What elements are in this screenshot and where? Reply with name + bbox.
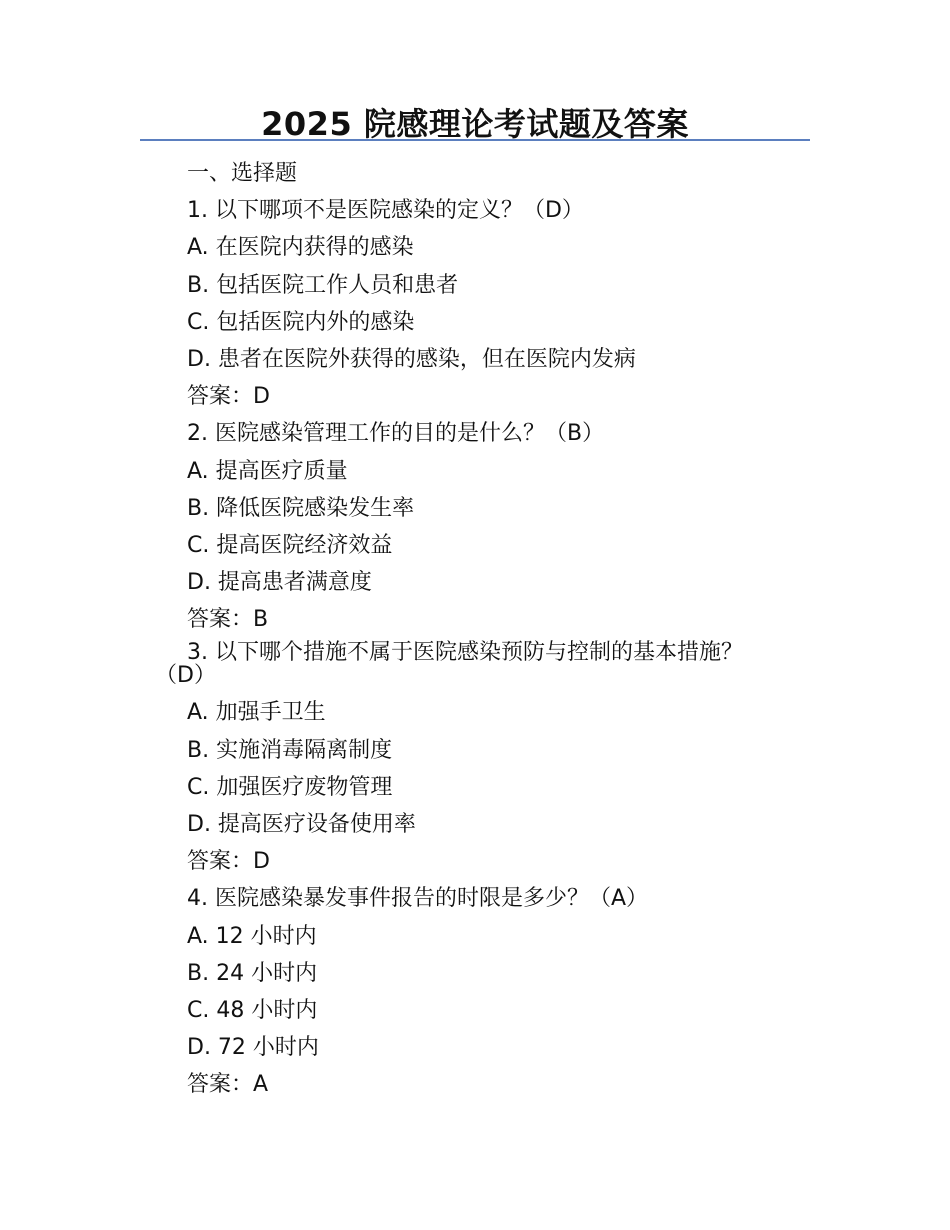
question-stem: 3. 以下哪个措施不属于医院感染预防与控制的基本措施？ <box>187 640 743 666</box>
question-stem-continuation: （D） <box>155 663 216 689</box>
question-option: A. 在医院内获得的感染 <box>187 235 414 261</box>
question-answer: 答案：D <box>187 384 270 410</box>
document-title: 2025 院感理论考试题及答案 <box>261 105 689 143</box>
question-option: B. 包括医院工作人员和患者 <box>187 272 459 298</box>
question-option: C. 包括医院内外的感染 <box>187 309 415 335</box>
question-option: C. 加强医疗废物管理 <box>187 774 393 800</box>
question-option: A. 加强手卫生 <box>187 700 326 726</box>
question-option: D. 72 小时内 <box>187 1035 319 1061</box>
question-option: C. 提高医院经济效益 <box>187 532 393 558</box>
question-answer: 答案：A <box>187 1072 269 1098</box>
question-option: D. 患者在医院外获得的感染，但在医院内发病 <box>187 346 636 372</box>
section-heading: 一、选择题 <box>187 161 298 186</box>
question-option: B. 降低医院感染发生率 <box>187 495 415 521</box>
question-option: D. 提高医疗设备使用率 <box>187 812 416 837</box>
question-option: A. 提高医疗质量 <box>187 458 348 484</box>
question-stem-wrapped <box>155 638 807 694</box>
question-stem: 4. 医院感染暴发事件报告的时限是多少？（A） <box>187 886 649 912</box>
question-option: A. 12 小时内 <box>187 923 317 949</box>
question-option: B. 实施消毒隔离制度 <box>187 737 393 763</box>
question-answer: 答案：D <box>187 849 270 875</box>
question-option: B. 24 小时内 <box>187 960 318 986</box>
question-option: D. 提高患者满意度 <box>187 570 372 596</box>
title-underline <box>140 139 810 141</box>
question-stem: 2. 医院感染管理工作的目的是什么？（B） <box>187 421 605 447</box>
question-stem: 1. 以下哪项不是医院感染的定义？（D） <box>187 198 584 224</box>
document-body <box>0 155 950 1104</box>
question-answer: 答案：B <box>187 607 269 633</box>
question-option: C. 48 小时内 <box>187 997 318 1023</box>
